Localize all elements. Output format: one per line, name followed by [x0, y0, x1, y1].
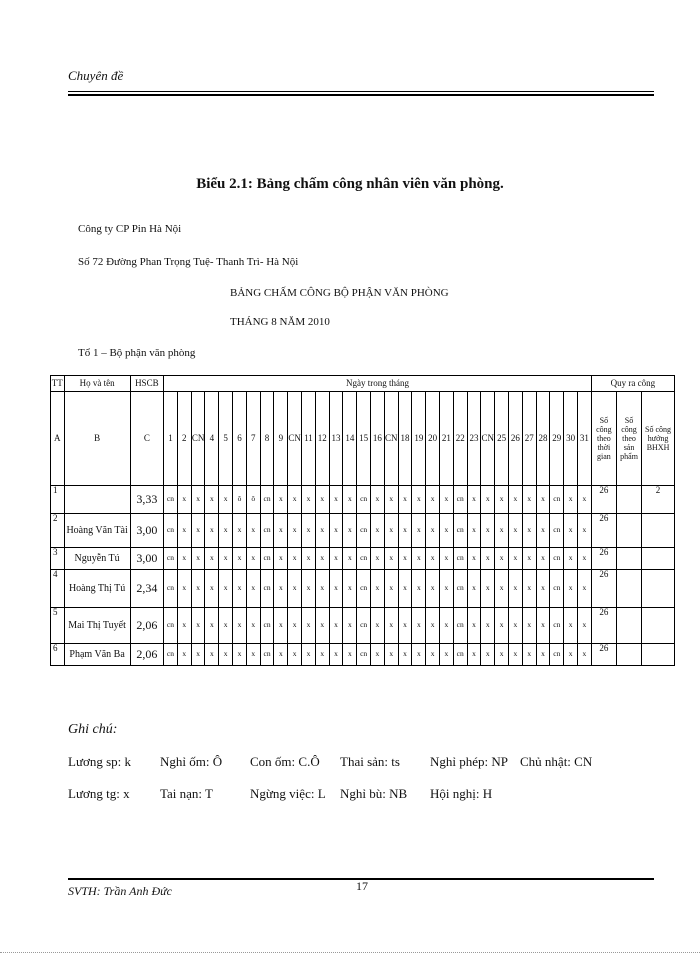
- legend-item: Hội nghị: H: [430, 786, 493, 801]
- day-mark: x: [384, 644, 398, 666]
- row-tt: 6: [51, 644, 65, 666]
- day-mark: x: [384, 608, 398, 644]
- day-mark: x: [191, 644, 205, 666]
- day-header: 21: [440, 392, 454, 486]
- day-mark: x: [329, 570, 343, 608]
- day-mark: x: [246, 514, 260, 548]
- day-mark: x: [509, 548, 523, 570]
- row-time-days: 26: [591, 548, 616, 570]
- day-mark: x: [522, 608, 536, 644]
- running-header: Chuyên đề: [68, 68, 124, 83]
- row-time-days: 26: [591, 608, 616, 644]
- day-mark: x: [315, 644, 329, 666]
- day-mark: x: [191, 514, 205, 548]
- row-hscb: 3,00: [130, 548, 164, 570]
- day-mark: x: [302, 644, 316, 666]
- day-mark: x: [315, 570, 329, 608]
- day-mark: x: [371, 514, 385, 548]
- day-mark: x: [440, 570, 454, 608]
- day-mark: x: [384, 486, 398, 514]
- day-mark: x: [384, 570, 398, 608]
- row-name: Hoàng Văn Tài: [64, 514, 130, 548]
- day-mark: x: [536, 486, 550, 514]
- header-rule-top: [68, 91, 654, 92]
- day-mark: x: [412, 570, 426, 608]
- day-mark: x: [467, 644, 481, 666]
- day-mark: cn: [164, 486, 178, 514]
- row-insurance-days: [642, 570, 675, 608]
- day-mark: x: [536, 548, 550, 570]
- day-mark: x: [274, 570, 288, 608]
- day-mark: x: [246, 548, 260, 570]
- col-header-name: Họ và tên: [64, 376, 130, 392]
- row-tt: 5: [51, 608, 65, 644]
- day-mark: cn: [260, 644, 274, 666]
- day-header: 13: [329, 392, 343, 486]
- day-mark: x: [577, 514, 591, 548]
- day-mark: x: [205, 608, 219, 644]
- day-header: 22: [453, 392, 467, 486]
- day-header: CN: [191, 392, 205, 486]
- row-name: [64, 486, 130, 514]
- day-mark: cn: [260, 608, 274, 644]
- day-header: 8: [260, 392, 274, 486]
- day-mark: x: [412, 514, 426, 548]
- day-mark: x: [426, 486, 440, 514]
- day-mark: x: [412, 548, 426, 570]
- day-mark: x: [495, 644, 509, 666]
- day-mark: x: [246, 570, 260, 608]
- day-mark: x: [288, 570, 302, 608]
- day-mark: cn: [357, 644, 371, 666]
- row-time-days: 26: [591, 514, 616, 548]
- row-insurance-days: 2: [642, 486, 675, 514]
- day-mark: x: [205, 570, 219, 608]
- day-mark: x: [412, 644, 426, 666]
- col-header-tt: TT: [51, 376, 65, 392]
- day-mark: x: [371, 486, 385, 514]
- day-mark: x: [564, 644, 578, 666]
- team-label: Tổ 1 – Bộ phận văn phòng: [78, 347, 196, 359]
- day-mark: x: [440, 548, 454, 570]
- row-insurance-days: [642, 608, 675, 644]
- day-mark: cn: [260, 548, 274, 570]
- day-mark: x: [384, 548, 398, 570]
- day-mark: x: [564, 548, 578, 570]
- day-mark: x: [302, 608, 316, 644]
- day-mark: cn: [357, 514, 371, 548]
- day-mark: x: [384, 514, 398, 548]
- col-header-time-days: Số công theo thời gian: [591, 392, 616, 486]
- day-mark: x: [191, 570, 205, 608]
- row-hscb: 2,06: [130, 608, 164, 644]
- day-header: 30: [564, 392, 578, 486]
- table-row: [51, 570, 675, 608]
- day-mark: x: [481, 486, 495, 514]
- col-header-days: Ngày trong tháng: [164, 376, 592, 392]
- day-mark: cn: [260, 486, 274, 514]
- col-code-c: C: [130, 392, 164, 486]
- day-mark: x: [467, 486, 481, 514]
- table-row: [51, 644, 675, 666]
- day-mark: cn: [357, 486, 371, 514]
- day-mark: x: [509, 608, 523, 644]
- day-mark: x: [481, 570, 495, 608]
- day-mark: x: [302, 486, 316, 514]
- day-mark: cn: [550, 514, 564, 548]
- row-name: Hoàng Thị Tú: [64, 570, 130, 608]
- day-mark: x: [219, 514, 233, 548]
- day-mark: x: [343, 548, 357, 570]
- row-tt: 4: [51, 570, 65, 608]
- day-mark: x: [371, 608, 385, 644]
- day-header: CN: [384, 392, 398, 486]
- table-row: [51, 608, 675, 644]
- legend-item: Tai nạn: T: [160, 786, 214, 801]
- day-mark: x: [467, 570, 481, 608]
- day-mark: x: [177, 486, 191, 514]
- col-code-a: A: [51, 392, 65, 486]
- day-mark: ô: [233, 486, 247, 514]
- day-mark: x: [315, 486, 329, 514]
- day-mark: x: [509, 514, 523, 548]
- day-mark: cn: [550, 608, 564, 644]
- day-mark: x: [481, 608, 495, 644]
- day-header: 12: [315, 392, 329, 486]
- day-mark: x: [564, 608, 578, 644]
- day-mark: x: [315, 608, 329, 644]
- day-mark: x: [577, 608, 591, 644]
- day-mark: x: [329, 514, 343, 548]
- day-mark: x: [191, 548, 205, 570]
- day-header: 18: [398, 392, 412, 486]
- day-mark: x: [440, 644, 454, 666]
- day-mark: cn: [164, 548, 178, 570]
- day-header: 9: [274, 392, 288, 486]
- day-mark: cn: [550, 486, 564, 514]
- day-mark: x: [205, 644, 219, 666]
- table-row: [51, 486, 675, 514]
- day-mark: x: [288, 514, 302, 548]
- legend-item: Nghỉ bù: NB: [340, 786, 408, 801]
- day-mark: x: [288, 548, 302, 570]
- day-mark: x: [205, 548, 219, 570]
- day-mark: x: [509, 644, 523, 666]
- day-mark: x: [371, 570, 385, 608]
- day-mark: x: [205, 514, 219, 548]
- day-mark: cn: [453, 608, 467, 644]
- day-mark: x: [274, 514, 288, 548]
- day-header: 5: [219, 392, 233, 486]
- row-product-days: [616, 608, 641, 644]
- day-header: 7: [246, 392, 260, 486]
- day-mark: x: [509, 570, 523, 608]
- day-mark: cn: [260, 514, 274, 548]
- day-header: 14: [343, 392, 357, 486]
- day-mark: x: [233, 644, 247, 666]
- day-mark: x: [191, 608, 205, 644]
- row-insurance-days: [642, 644, 675, 666]
- day-mark: x: [536, 644, 550, 666]
- day-mark: x: [564, 570, 578, 608]
- day-mark: x: [398, 514, 412, 548]
- day-mark: x: [536, 608, 550, 644]
- day-mark: x: [343, 570, 357, 608]
- day-mark: x: [398, 644, 412, 666]
- day-mark: x: [274, 548, 288, 570]
- day-mark: x: [315, 548, 329, 570]
- row-tt: 1: [51, 486, 65, 514]
- day-mark: x: [302, 514, 316, 548]
- day-mark: x: [426, 644, 440, 666]
- row-name: Nguyễn Tú: [64, 548, 130, 570]
- legend-item: Lương tg: x: [68, 786, 130, 801]
- col-header-insurance-days: Số công hưởng BHXH: [642, 392, 675, 486]
- day-header: 2: [177, 392, 191, 486]
- day-mark: x: [467, 514, 481, 548]
- day-mark: x: [495, 548, 509, 570]
- table-row: [51, 514, 675, 548]
- day-mark: x: [426, 514, 440, 548]
- day-mark: x: [343, 644, 357, 666]
- day-mark: x: [426, 608, 440, 644]
- row-tt: 2: [51, 514, 65, 548]
- row-product-days: [616, 644, 641, 666]
- day-mark: cn: [550, 644, 564, 666]
- day-header: 28: [536, 392, 550, 486]
- day-mark: x: [577, 644, 591, 666]
- day-mark: cn: [357, 548, 371, 570]
- day-mark: x: [329, 548, 343, 570]
- day-mark: x: [398, 486, 412, 514]
- day-mark: x: [177, 548, 191, 570]
- day-mark: x: [577, 548, 591, 570]
- day-mark: cn: [357, 570, 371, 608]
- day-mark: cn: [164, 514, 178, 548]
- day-header: 15: [357, 392, 371, 486]
- day-header: 23: [467, 392, 481, 486]
- row-time-days: 26: [591, 644, 616, 666]
- day-mark: x: [577, 570, 591, 608]
- day-mark: x: [191, 486, 205, 514]
- day-mark: x: [371, 644, 385, 666]
- day-mark: x: [329, 644, 343, 666]
- day-mark: x: [302, 548, 316, 570]
- day-mark: x: [302, 570, 316, 608]
- sheet-month: THÁNG 8 NĂM 2010: [230, 316, 330, 328]
- day-mark: x: [440, 608, 454, 644]
- row-time-days: 26: [591, 486, 616, 514]
- day-mark: x: [233, 570, 247, 608]
- day-header: CN: [481, 392, 495, 486]
- day-mark: x: [219, 486, 233, 514]
- legend-item: Chủ nhật: CN: [520, 754, 593, 769]
- day-mark: cn: [164, 644, 178, 666]
- day-mark: x: [564, 514, 578, 548]
- col-header-hscb: HSCB: [130, 376, 164, 392]
- day-mark: x: [274, 644, 288, 666]
- day-mark: x: [219, 644, 233, 666]
- day-mark: x: [495, 570, 509, 608]
- header-rule-bottom: [68, 94, 654, 96]
- day-mark: cn: [453, 486, 467, 514]
- day-mark: x: [177, 608, 191, 644]
- day-mark: x: [495, 608, 509, 644]
- day-mark: cn: [453, 548, 467, 570]
- day-mark: x: [398, 548, 412, 570]
- day-mark: x: [233, 608, 247, 644]
- day-mark: x: [288, 486, 302, 514]
- row-name: Phạm Văn Ba: [64, 644, 130, 666]
- table-row: [51, 548, 675, 570]
- row-hscb: 3,00: [130, 514, 164, 548]
- day-mark: x: [509, 486, 523, 514]
- day-mark: x: [177, 514, 191, 548]
- legend-item: Thai sản: ts: [340, 754, 400, 769]
- day-mark: ô: [246, 486, 260, 514]
- day-mark: x: [412, 486, 426, 514]
- col-header-product-days: Số công theo sản phẩm: [616, 392, 641, 486]
- day-mark: x: [522, 644, 536, 666]
- legend-item: Nghỉ ốm: Ô: [160, 754, 223, 769]
- page-number: 17: [356, 879, 368, 893]
- col-header-quyra: Quy ra công: [591, 376, 674, 392]
- day-mark: x: [564, 486, 578, 514]
- day-mark: x: [288, 644, 302, 666]
- day-mark: x: [481, 548, 495, 570]
- day-header: 31: [577, 392, 591, 486]
- day-mark: cn: [164, 570, 178, 608]
- day-header: 27: [522, 392, 536, 486]
- day-mark: x: [440, 486, 454, 514]
- day-mark: x: [343, 486, 357, 514]
- day-mark: x: [440, 514, 454, 548]
- day-mark: x: [343, 608, 357, 644]
- day-header: 29: [550, 392, 564, 486]
- day-mark: cn: [164, 608, 178, 644]
- row-name: Mai Thị Tuyết: [64, 608, 130, 644]
- day-header: 19: [412, 392, 426, 486]
- document-title: Biểu 2.1: Bảng chấm công nhân viên văn phòng.: [196, 176, 504, 192]
- day-mark: x: [536, 514, 550, 548]
- day-mark: x: [219, 570, 233, 608]
- row-time-days: 26: [591, 570, 616, 608]
- row-hscb: 2,06: [130, 644, 164, 666]
- day-mark: x: [233, 548, 247, 570]
- day-mark: x: [467, 548, 481, 570]
- day-header: 11: [302, 392, 316, 486]
- footer-author: SVTH: Trần Anh Đức: [68, 884, 172, 898]
- day-header: 6: [233, 392, 247, 486]
- day-header: 25: [495, 392, 509, 486]
- day-mark: x: [481, 644, 495, 666]
- day-mark: x: [177, 570, 191, 608]
- row-insurance-days: [642, 514, 675, 548]
- row-hscb: 3,33: [130, 486, 164, 514]
- row-insurance-days: [642, 548, 675, 570]
- day-header: 20: [426, 392, 440, 486]
- day-mark: x: [412, 608, 426, 644]
- row-product-days: [616, 514, 641, 548]
- day-header: 4: [205, 392, 219, 486]
- day-mark: cn: [550, 548, 564, 570]
- legend-item: Con ốm: C.Ô: [250, 754, 320, 769]
- day-mark: x: [246, 644, 260, 666]
- day-mark: cn: [453, 570, 467, 608]
- day-mark: x: [274, 486, 288, 514]
- day-mark: x: [233, 514, 247, 548]
- day-mark: x: [577, 486, 591, 514]
- day-mark: x: [219, 548, 233, 570]
- day-mark: cn: [453, 514, 467, 548]
- row-hscb: 2,34: [130, 570, 164, 608]
- day-mark: x: [329, 608, 343, 644]
- company-name: Công ty CP Pin Hà Nội: [78, 223, 182, 235]
- day-mark: x: [274, 608, 288, 644]
- day-mark: x: [398, 570, 412, 608]
- day-mark: x: [398, 608, 412, 644]
- day-mark: x: [426, 570, 440, 608]
- company-address: Số 72 Đường Phan Trọng Tuệ- Thanh Trì- Hà Nội: [78, 256, 299, 268]
- day-mark: x: [177, 644, 191, 666]
- day-mark: x: [315, 514, 329, 548]
- day-mark: x: [426, 548, 440, 570]
- notes-title: Ghi chú:: [68, 722, 118, 737]
- page-bottom-edge: [0, 952, 700, 953]
- day-mark: x: [288, 608, 302, 644]
- day-header: 1: [164, 392, 178, 486]
- day-header: 26: [509, 392, 523, 486]
- day-mark: x: [522, 570, 536, 608]
- day-mark: x: [522, 514, 536, 548]
- day-mark: x: [246, 608, 260, 644]
- day-mark: cn: [260, 570, 274, 608]
- day-mark: x: [343, 514, 357, 548]
- day-header: 16: [371, 392, 385, 486]
- legend-item: Nghỉ phép: NP: [430, 754, 508, 769]
- day-header: CN: [288, 392, 302, 486]
- day-mark: x: [481, 514, 495, 548]
- legend-item: Ngừng việc: L: [250, 786, 326, 801]
- day-mark: cn: [357, 608, 371, 644]
- day-mark: x: [329, 486, 343, 514]
- day-mark: x: [536, 570, 550, 608]
- col-code-b: B: [64, 392, 130, 486]
- row-product-days: [616, 486, 641, 514]
- day-mark: x: [205, 486, 219, 514]
- sheet-title: BẢNG CHẤM CÔNG BỘ PHẬN VĂN PHÒNG: [230, 287, 449, 299]
- day-mark: x: [467, 608, 481, 644]
- day-mark: x: [219, 608, 233, 644]
- day-mark: x: [495, 514, 509, 548]
- day-mark: x: [522, 486, 536, 514]
- row-product-days: [616, 570, 641, 608]
- day-mark: cn: [453, 644, 467, 666]
- row-tt: 3: [51, 548, 65, 570]
- row-product-days: [616, 548, 641, 570]
- day-mark: x: [495, 486, 509, 514]
- day-mark: x: [522, 548, 536, 570]
- day-mark: cn: [550, 570, 564, 608]
- day-mark: x: [371, 548, 385, 570]
- timesheet-table: [50, 375, 675, 666]
- legend-item: Lương sp: k: [68, 754, 132, 769]
